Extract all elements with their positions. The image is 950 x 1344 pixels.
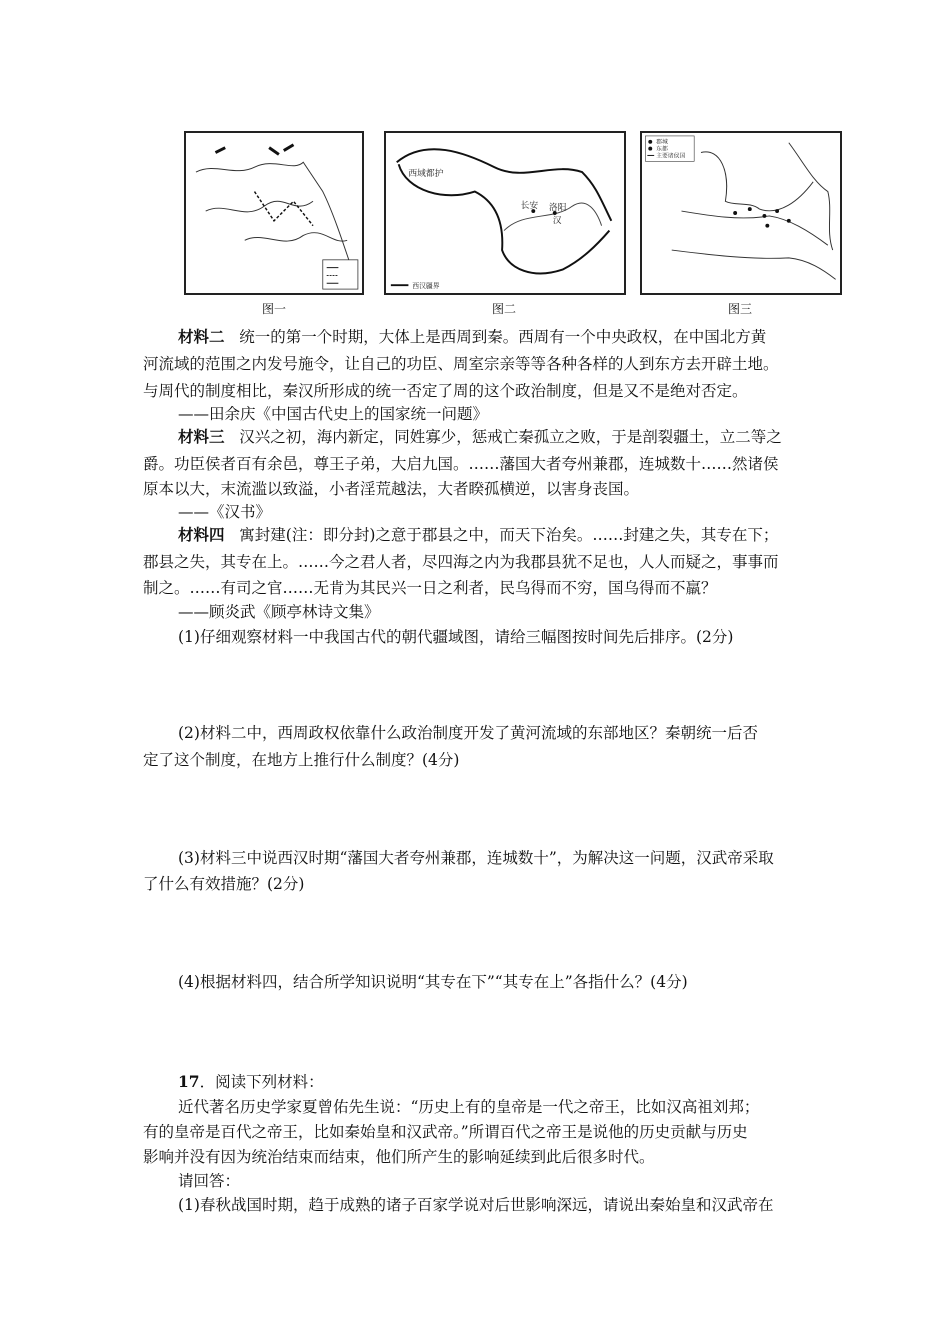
question-17-line-1: 近代著名历史学家夏曾佑先生说：“历史上有的皇帝是一代之帝王，比如汉高祖刘邦；	[178, 1098, 760, 1116]
question-4: (4)根据材料四，结合所学知识说明“其专在下”“其专在上”各指什么？(4分)	[178, 973, 688, 991]
question-17-sub-1: (1)春秋战国时期，趋于成熟的诸子百家学说对后世影响深远，请说出秦始皇和汉武帝在	[178, 1196, 774, 1214]
map-3-legend-2: 东都	[656, 146, 668, 153]
question-1: (1)仔细观察材料一中我国古代的朝代疆域图，请给三幅图按时间先后排序。(2分)	[178, 628, 734, 646]
material-2-label: 材料二	[178, 327, 225, 346]
material-4-line-3: 制之。……有司之官……无肯为其民兴一日之利者，民乌得而不穷，国乌得而不羸？	[143, 579, 717, 597]
map-2-label-changan: 长安	[520, 201, 539, 212]
map-3-legend-3: 主要诸侯国	[656, 153, 686, 160]
material-2-line-3: 与周代的制度相比，秦汉所形成的统一否定了周的这个政治制度，但是又不是绝对否定。	[143, 382, 748, 400]
question-3-line-1: (3)材料三中说西汉时期“藩国大者夸州兼郡，连城数十”，为解决这一问题，汉武帝采取	[178, 849, 774, 867]
material-3-label: 材料三	[178, 427, 225, 446]
material-4-line-1: 材料四 寓封建(注：即分封)之意于郡县之中，而天下治矣。……封建之失，其专在下；	[178, 525, 779, 544]
map-2-caption: 图二	[492, 302, 517, 316]
map-1-caption: 图一	[262, 302, 287, 316]
material-3-line-1: 材料三 汉兴之初，海内新定，同姓寡少，惩戒亡秦孤立之败，于是剖裂疆土，立二等之	[178, 427, 782, 446]
map-figure-3	[640, 131, 842, 295]
map-2-label-han: 汉	[552, 215, 562, 226]
question-2-line-2: 定了这个制度，在地方上推行什么制度？(4分)	[143, 751, 460, 769]
question-17-number: 17	[178, 1072, 200, 1091]
map-2-drawing	[386, 133, 624, 293]
material-4-label: 材料四	[178, 525, 225, 544]
map-2-label-xiyu: 西域都护	[408, 168, 444, 179]
map-3-drawing	[642, 133, 840, 293]
map-3-caption: 图三	[728, 302, 753, 316]
map-2-legend: 西汉疆界	[412, 282, 440, 291]
material-2-line-2: 河流域的范围之内发号施令，让自己的功臣、周室宗亲等等各种各样的人到东方去开辟土地。	[143, 355, 779, 373]
question-3-line-2: 了什么有效措施？(2分)	[143, 875, 305, 893]
map-2-label-luoyang: 洛阳	[548, 203, 567, 214]
material-3-line-3: 原本以大，末流滥以致溢，小者淫荒越法，大者睽孤横逆，以害身丧国。	[143, 480, 640, 498]
material-4-line-2: 郡县之失，其专在上。……今之君人者，尽四海之内为我郡县犹不足也，人人而疑之，事事而	[143, 553, 779, 571]
question-2-line-1: (2)材料二中，西周政权依靠什么政治制度开发了黄河流域的东部地区？秦朝统一后否	[178, 724, 758, 742]
question-17-line-3: 影响并没有因为统治结束而结束，他们所产生的影响延续到此后很多时代。	[143, 1148, 655, 1166]
map-3-legend-1: 郡城	[656, 139, 668, 146]
map-figure-1	[184, 131, 364, 295]
map-1-drawing	[186, 133, 362, 293]
material-3-source: ——《汉书》	[178, 503, 272, 521]
map-figure-2	[384, 131, 626, 295]
material-2-line-1: 材料二 统一的第一个时期，大体上是西周到秦。西周有一个中央政权，在中国北方黄	[178, 327, 767, 346]
material-2-source: ——田余庆《中国古代史上的国家统一问题》	[178, 405, 489, 423]
question-17-prompt: 请回答：	[178, 1172, 241, 1190]
question-17-line-2: 有的皇帝是百代之帝王，比如秦始皇和汉武帝。”所谓百代之帝王是说他的历史贡献与历史	[143, 1123, 748, 1141]
material-3-line-2: 爵。功臣侯者百有余邑，尊王子弟，大启九国。……藩国大者夸州兼郡，连城数十……然诸侯	[143, 455, 779, 473]
question-17-header: 17．阅读下列材料：	[178, 1072, 324, 1091]
material-4-source: ——顾炎武《顾亭林诗文集》	[178, 603, 380, 621]
